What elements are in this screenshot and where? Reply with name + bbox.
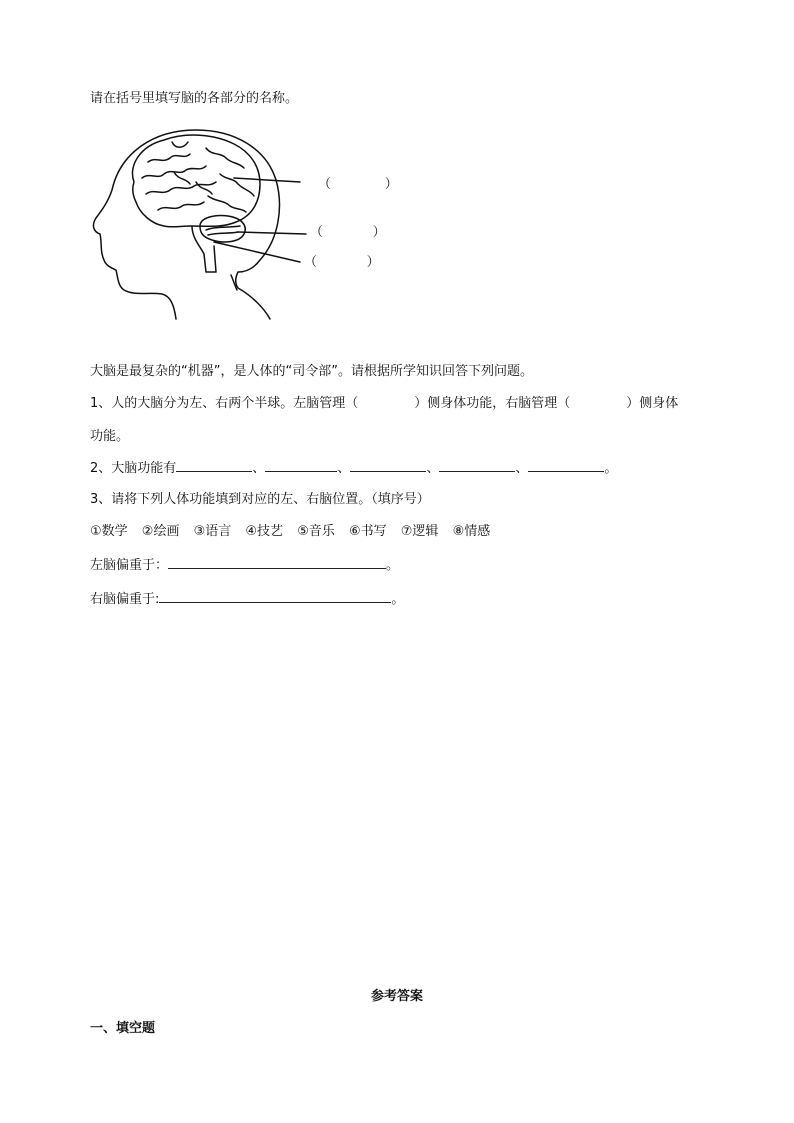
period: 。	[391, 592, 405, 607]
function-blank-3[interactable]	[350, 459, 426, 472]
separator: 、	[426, 461, 440, 476]
period: 。	[386, 558, 400, 573]
answers-title: 参考答案	[371, 989, 424, 1004]
option-4: ④技艺	[245, 524, 284, 539]
label-blank-cerebellum[interactable]: （ ）	[310, 225, 386, 240]
leader-line-cerebellum	[238, 232, 306, 234]
option-7: ⑦逻辑	[400, 524, 439, 539]
q2-item3: 3、请将下列人体功能填到对应的左、右脑位置。（填序号）	[90, 492, 430, 507]
separator: 、	[252, 461, 266, 476]
q2-item1-line2: 功能。	[90, 429, 130, 444]
q2-item1-c: ）侧身体	[626, 396, 679, 411]
label-blank-brainstem[interactable]: （ ）	[304, 255, 380, 270]
q2-item2	[90, 459, 617, 478]
function-blank-2[interactable]	[265, 459, 337, 472]
q2-intro: 大脑是最复杂的“机器”，是人体的“司令部”。请根据所学知识回答下列问题。	[90, 364, 533, 379]
option-3: ③语言	[193, 524, 232, 539]
right-brain-line	[90, 590, 404, 609]
function-blank-1[interactable]	[176, 459, 252, 472]
q2-options	[90, 523, 490, 541]
separator: 、	[515, 461, 529, 476]
q1-instruction: 请在括号里填写脑的各部分的名称。	[90, 91, 299, 106]
answers-section: 一、填空题	[90, 1021, 156, 1036]
option-2: ②绘画	[141, 524, 180, 539]
cerebellum	[200, 215, 245, 242]
right-brain-blank[interactable]	[159, 590, 391, 603]
function-blank-5[interactable]	[528, 459, 604, 472]
brain-stem	[192, 226, 216, 272]
q2-item1-a: 1、人的大脑分为左、右两个半球。左脑管理（	[90, 396, 359, 411]
q2-item1-b: ）侧身体功能，右脑管理（	[414, 396, 571, 411]
label-blank-cerebrum[interactable]: （ ）	[318, 177, 398, 192]
left-brain-blank[interactable]	[168, 556, 386, 569]
option-6: ⑥书写	[348, 524, 387, 539]
cerebrum-outline	[132, 135, 260, 227]
separator: 、	[337, 461, 351, 476]
leader-line-brainstem	[214, 242, 300, 262]
period: 。	[604, 461, 618, 476]
left-brain-label: 左脑偏重于：	[90, 558, 169, 573]
q2-item2-prefix: 2、大脑功能有	[90, 461, 177, 476]
option-5: ⑤音乐	[297, 524, 335, 539]
left-brain-line	[90, 556, 399, 575]
leader-line-cerebrum	[234, 178, 300, 182]
right-brain-label: 右脑偏重于:	[90, 592, 160, 607]
function-blank-4[interactable]	[439, 459, 515, 472]
option-1: ①数学	[90, 524, 128, 539]
option-8: ⑧情感	[452, 524, 491, 539]
q2-item1-line1	[90, 395, 678, 413]
